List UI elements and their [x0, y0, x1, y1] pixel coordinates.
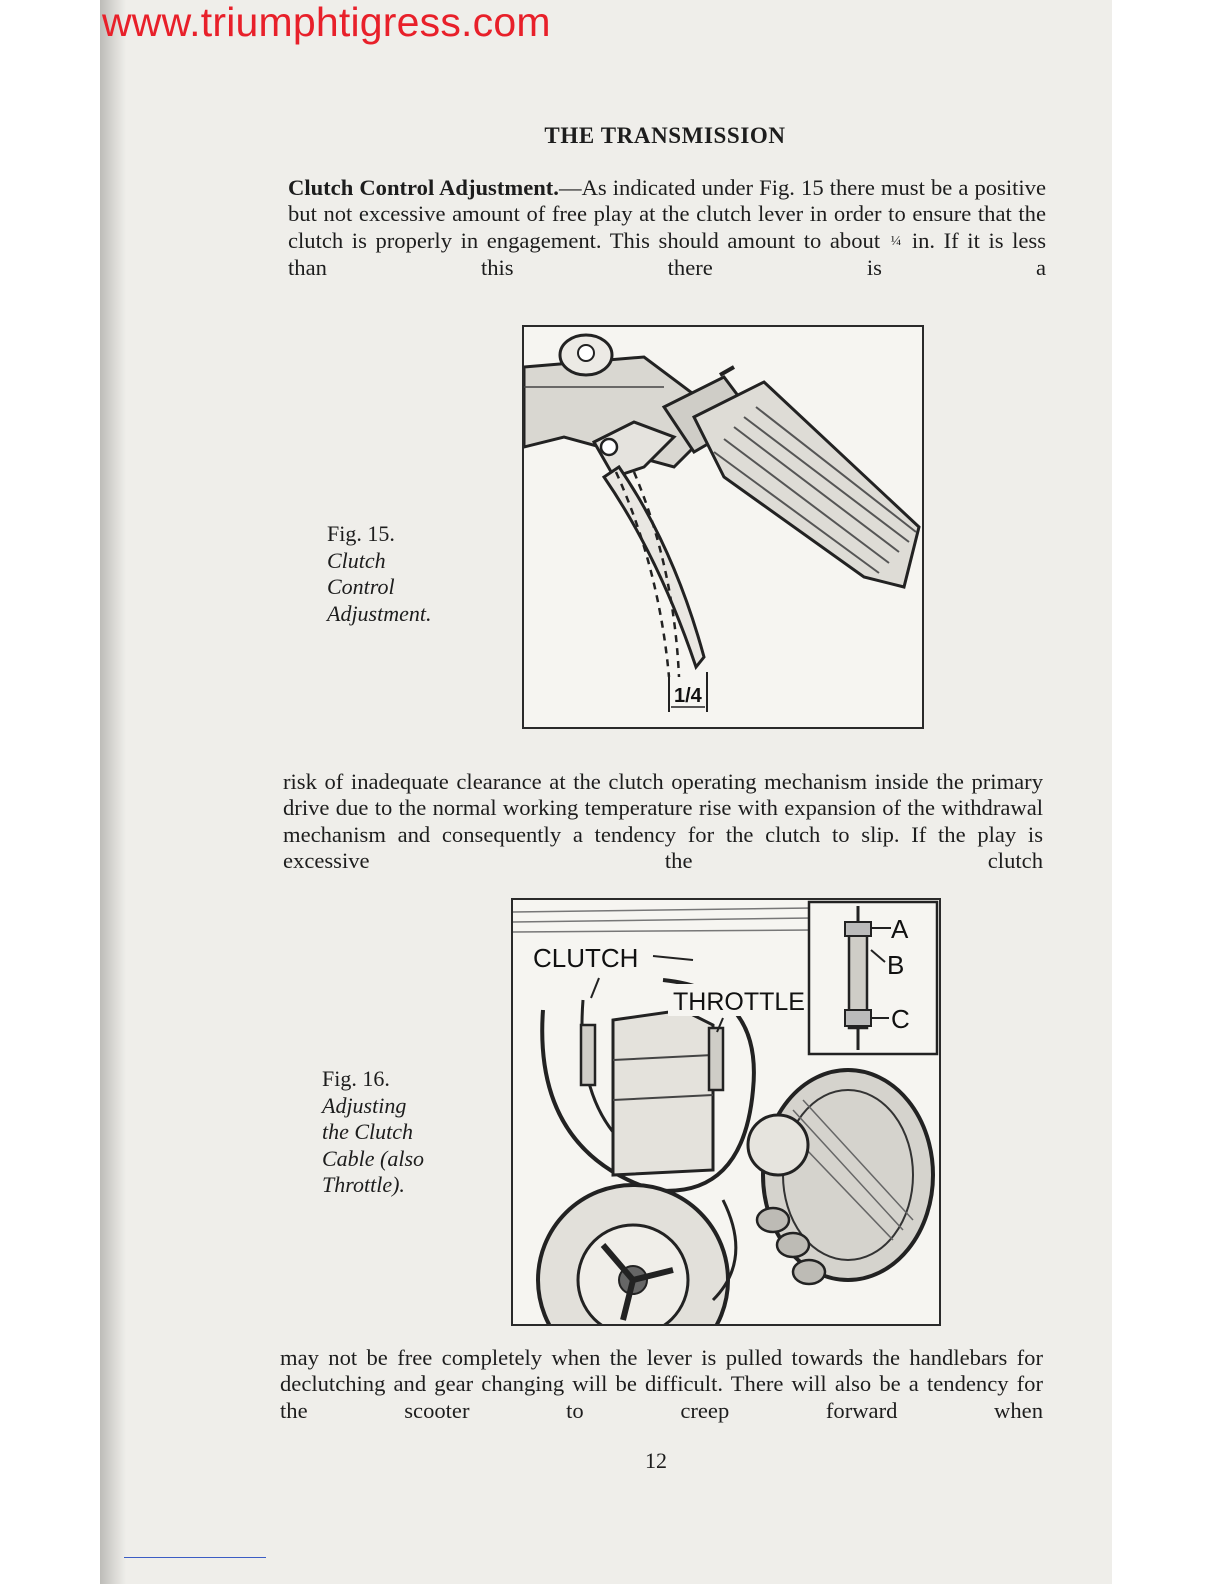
- paragraph-3: may not be free completely when the lever is pulled towards the handlebars for declutching and gear changing will be difficult. There will also be a tendency for the scooter to creep forward when: [280, 1345, 1043, 1423]
- paragraph-1: [288, 175, 1046, 281]
- cable-adjustment-drawing: [513, 900, 939, 1324]
- figure-15-caption: [327, 521, 432, 627]
- figure-16-caption-line: Cable (also: [322, 1145, 425, 1171]
- figure-16-caption: [322, 1066, 424, 1199]
- figure-16-number: Fig. 16.: [322, 1066, 390, 1091]
- label-c: C: [891, 1004, 910, 1034]
- figure-15-caption-line: Adjustment.: [327, 600, 432, 626]
- figure-16-caption-line: the Clutch: [322, 1119, 414, 1144]
- figure-16-caption-line: Adjusting: [322, 1092, 407, 1118]
- footer-link-line: [124, 1557, 266, 1558]
- figure-16-caption-line: Throttle).: [322, 1172, 405, 1197]
- paragraph-1-lead: —As indicated under Fig. 15 there must be a positive but not excessive amount of free play at the clutch lever in order to ensure that the clutch is properly in engagement. This should amount to about: [288, 175, 1046, 253]
- label-a: A: [891, 914, 909, 944]
- figure-16-cable-adjustment-illustration: [511, 898, 941, 1326]
- figure-15-number: Fig. 15.: [327, 521, 395, 546]
- figure-15-caption-line: Control: [327, 574, 395, 599]
- binding-shadow: [100, 0, 126, 1584]
- figure-15-clutch-lever-illustration: [522, 325, 924, 729]
- site-watermark: www.triumphtigress.com: [102, 0, 551, 45]
- label-clutch: CLUTCH: [533, 943, 639, 973]
- figure-15-caption-line: Clutch: [327, 547, 386, 573]
- dimension-label: 1/4: [674, 685, 702, 707]
- page-heading: THE TRANSMISSION: [544, 123, 786, 148]
- paragraph-2: risk of inadequate clearance at the clutch operating mechanism inside the primary drive due to the normal working temperature rise with expansion of the withdrawal mechanism and consequently a tendency for the clutch to slip. If the play is excessive the clutch: [283, 769, 1043, 873]
- paragraph-1-tail: in. If it is less than this there is a: [288, 227, 1046, 280]
- label-throttle: THROTTLE: [673, 988, 805, 1016]
- section-title: Clutch Control Adjustment.: [288, 175, 559, 200]
- clutch-lever-drawing: [524, 327, 922, 727]
- page-number: 12: [645, 1448, 667, 1473]
- fraction-quarter: ¼: [890, 233, 902, 249]
- label-b: B: [887, 950, 905, 980]
